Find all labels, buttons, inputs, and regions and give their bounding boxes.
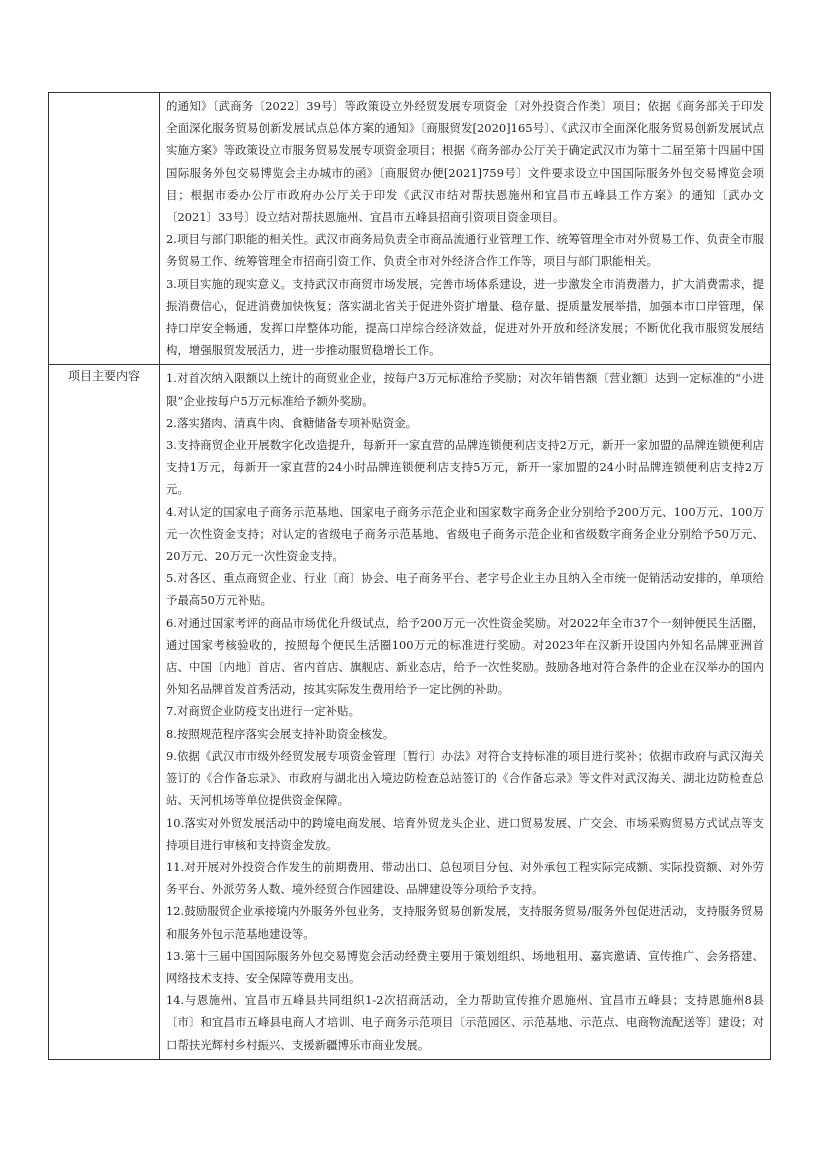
row-label-main-content: 项目主要内容 [49, 365, 160, 1059]
paragraph: 7.对商贸企业防疫支出进行一定补贴。 [166, 704, 361, 719]
paragraph: 14.与恩施州、宜昌市五峰县共同组织1-2次招商活动，全力帮助宣传推介恩施州、宜昌市五峰县；支持恩施州8县〔市〕和宜昌市五峰县电商人才培训、电子商务示范项目〔示范园区、示范基地、示范点、电商物流配送等〕建设；对口帮扶光辉村乡村振兴、支援新疆博乐市商业发展。 [166, 993, 764, 1052]
paragraph: 的通知》〔武商务〔2022〕39号〕等政策设立外经贸发展专项资金〔对外投资合作类〕项目；依据《商务部关于印发全面深化服务贸易创新发展试点总体方案的通知》〔商服贸发[2020]165号〕、《武汉市全面深化服务贸易创新发展试点实施方案》等政策设立市服务贸易发展专项资金项目；根据《商务部办公厅关于确定武汉市为第十二届至第十四届中国国际服务外包交易博览会主办城市的函》〔商服贸办便[2021]759号〕文件要求设立中国国际服务外包交易博览会项目；根据市委办公厅市政府办公厅关于印发《武汉市结对帮扶恩施州和宜昌市五峰县工作方案》的通知〔武办文〔2021〕33号〕设立结对帮扶恩施州、宜昌市五峰县招商引资项目资金项目。 [166, 99, 764, 225]
paragraph: 2.落实猪肉、清真牛肉、食糖储备专项补贴资金。 [166, 415, 418, 430]
paragraph: 3.支持商贸企业开展数字化改造提升，每新开一家直营的品牌连锁便利店支持2万元，新开一家加盟的品牌连锁便利店支持1万元，每新开一家直营的24小时品牌连锁便利店支持5万元，新开一家加盟的24小时品牌连锁便利店支持2万元。 [166, 438, 764, 497]
paragraph: 3.项目实施的现实意义。支持武汉市商贸市场发展，完善市场体系建设，进一步激发全市消费潜力，扩大消费需求，提振消费信心，促进消费加快恢复；落实湖北省关于促进外资扩增量、稳存量、提质量发展举措，加强本市口岸管理，保持口岸安全畅通，发挥口岸整体功能，提高口岸综合经济效益，促进对外开放和经济发展；不断优化我市服贸发展结构，增强服贸发展活力，进一步推动服贸稳增长工作。 [166, 276, 764, 358]
paragraph: 10.落实对外贸发展活动中的跨境电商发展、培育外贸龙头企业、进口贸易发展、广交会、市场采购贸易方式试点等支持项目进行审核和支持资金发放。 [166, 815, 764, 852]
paragraph: 9.依据《武汉市市级外经贸发展专项资金管理〔暂行〕办法》对符合支持标准的项目进行奖补；依据市政府与武汉海关签订的《合作备忘录》、市政府与湖北出入境边防检查总站签订的《合作备忘录》等文件对武汉海关、湖北边防检查总站、天河机场等单位提供资金保障。 [166, 748, 764, 808]
paragraph: 4.对认定的国家电子商务示范基地、国家电子商务示范企业和国家数字商务企业分别给予200万元、100万元、100万元一次性资金支持；对认定的省级电子商务示范基地、省级电子商务示范企业和省级数字商务企业分别给予50万元、20万元、20万元一次性资金支持。 [166, 504, 764, 564]
table-row [49, 365, 771, 1059]
paragraph: 11.对开展对外投资合作发生的前期费用、带动出口、总包项目分包、对外承包工程实际完成额、实际投资额、对外劳务平台、外派劳务人数、境外经贸合作园建设、品牌建设等分项给予支持。 [166, 859, 764, 897]
paragraph: 12.鼓励服贸企业承接境内外服务外包业务，支持服务贸易创新发展，支持服务贸易/服务外包促进活动，支持服务贸易和服务外包示范基地建设等。 [166, 904, 764, 941]
project-background-content [160, 93, 771, 365]
paragraph: 13.第十三届中国国际服务外包交易博览会活动经费主要用于策划组织、场地租用、嘉宾邀请、宣传推广、会务搭建、网络技术支持、安全保障等费用支出。 [166, 948, 764, 985]
paragraph: 6.对通过国家考评的商品市场优化升级试点，给予200万元一次性资金奖励。对2022年全市37个一刻钟便民生活圈，通过国家考核验收的，按照每个便民生活圈100万元的标准进行奖励。对2023年在汉新开设国内外知名品牌亚洲首店、中国〔内地〕首店、省内首店、旗舰店、新业态店，给予一次性奖励。鼓励各地对符合条件的企业在汉举办的国内外知名品牌首发首秀活动，按其实际发生费用给予一定比例的补助。 [166, 615, 764, 697]
row-label [49, 93, 160, 365]
paragraph: 5.对各区、重点商贸企业、行业〔商〕协会、电子商务平台、老字号企业主办且纳入全市统一促销活动安排的，单项给予最高50万元补贴。 [166, 571, 764, 608]
project-table [48, 92, 771, 1060]
paragraph: 1.对首次纳入限额以上统计的商贸业企业，按每户3万元标准给予奖励；对次年销售额〔营业额〕达到一定标准的“小进限”企业按每户5万元标准给予额外奖励。 [166, 371, 764, 408]
paragraph: 2.项目与部门职能的相关性。武汉市商务局负责全市商品流通行业管理工作、统筹管理全市对外贸易工作、负责全市服务贸易工作、统筹管理全市招商引资工作、负责全市对外经济合作工作等，项目与部门职能相关。 [166, 232, 764, 269]
paragraph: 8.按照规范程序落实会展支持补助资金核发。 [166, 726, 395, 741]
table-row [49, 93, 771, 365]
project-main-content [160, 365, 771, 1059]
